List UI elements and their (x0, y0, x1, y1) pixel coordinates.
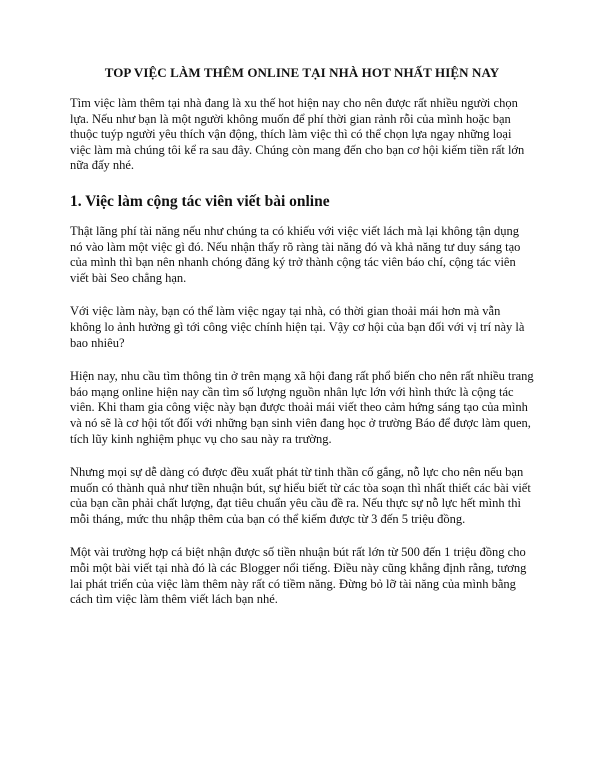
body-paragraph: Một vài trường hợp cá biệt nhận được số tiền nhuận bút rất lớn từ 500 đến 1 triệu đồng cho mỗi một bài viết tại nhà đó là các Blogger nổi tiếng. Điều này cũng khẳng định rằng, tương lai phát triển của việc làm thêm này rất có tiềm năng. Đừng bỏ lỡ tài năng của mình bằng cách tìm việc làm thêm viết lách bạn nhé. (70, 545, 527, 607)
intro-paragraph: Tìm việc làm thêm tại nhà đang là xu thế hot hiện nay cho nên được rất nhiều người chọn lựa. Nếu như bạn là một người không muốn để phí thời gian rảnh rỗi của mình hoặc bạn thuộc tuýp người yêu thích vận động, thích làm việc thì có thể chọn lựa ngay những loại việc làm mà chúng tôi kể ra sau đây. Chúng còn mang đến cho bạn cơ hội kiếm tiền rất lớn nữa đấy nhé. (70, 96, 525, 173)
document-title: TOP VIỆC LÀM THÊM ONLINE TẠI NHÀ HOT NHẤT HIỆN NAY (104, 65, 500, 80)
section-heading: 1. Việc làm cộng tác viên viết bài online (70, 192, 330, 210)
body-paragraph: Nhưng mọi sự dễ dàng có được đều xuất phát từ tinh thần cố gắng, nỗ lực cho nên nếu bạn muốn có thành quả như tiền nhuận bút, sự hiểu biết từ các tòa soạn thì nhất thiết các bài viết của bạn cần phải chất lượng, đạt tiêu chuẩn yêu cầu đề ra. Nếu thực sự nỗ lực hết mình thì mỗi tháng, mức thu nhập thêm của bạn có thể kiếm được từ 3 đến 5 triệu đồng. (70, 465, 531, 526)
body-paragraph: Thật lãng phí tài năng nếu như chúng ta có khiếu với việc viết lách mà lại không tận dụng nó vào làm một việc gì đó. Nếu nhận thấy rõ ràng tài năng đó và khả năng tư duy sáng tạo của mình thì bạn nên nhanh chóng đăng ký trở thành cộng tác viên báo chí, cộng tác viên viết bài Seo chẳng hạn. (70, 223, 521, 285)
body-paragraph: Hiện nay, nhu cầu tìm thông tin ở trên mạng xã hội đang rất phổ biến cho nên rất nhiều trang báo mạng online hiện nay cần tìm số lượng nguồn nhân lực lớn với hình thức là cộng tác viên. Khi tham gia công việc này bạn được thoải mái viết theo cảm hứng sáng tạo của mình và nó sẽ là cơ hội tốt đối với những bạn sinh viên đang học ở trường Báo để được làm quen, tích lũy kinh nghiệm phục vụ cho sau này ra trường. (70, 369, 534, 446)
body-paragraph: Với việc làm này, bạn có thể làm việc ngay tại nhà, có thời gian thoải mái hơn mà vẫn không lo ảnh hưởng gì tới công việc chính hiện tại. Vậy cơ hội của bạn đối với vị trí này là bao nhiêu? (70, 304, 525, 350)
